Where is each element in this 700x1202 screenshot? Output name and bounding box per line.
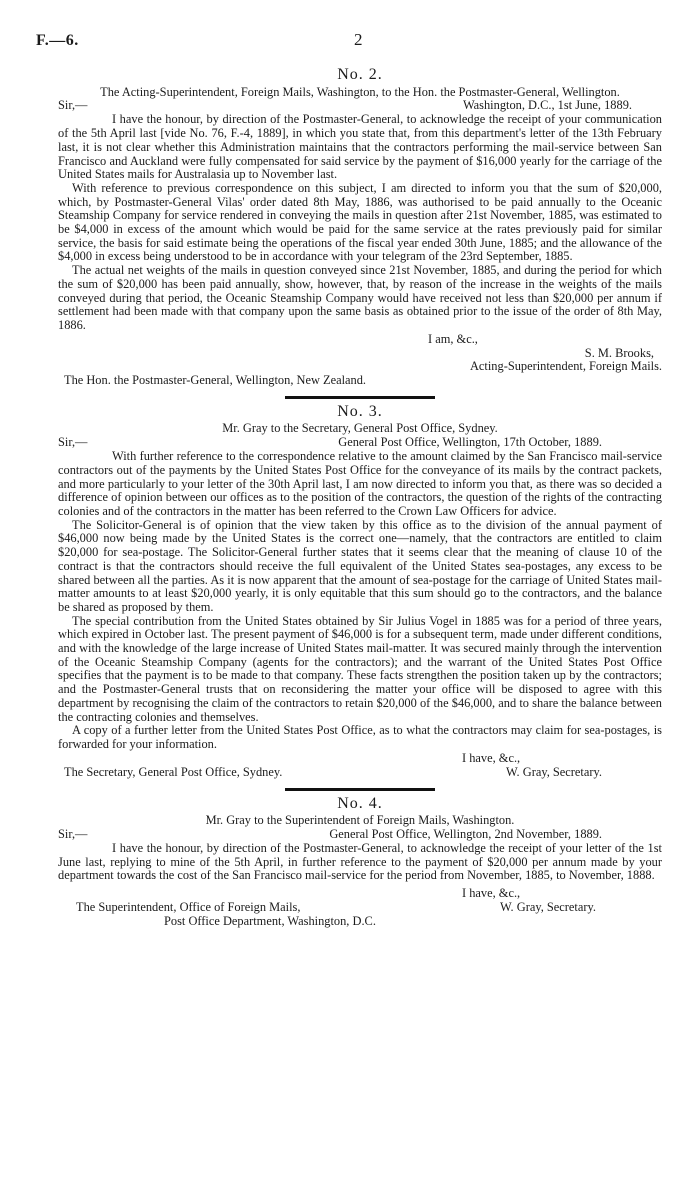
signature: W. Gray, Secretary.	[506, 764, 602, 779]
addressee: The Secretary, General Post Office, Sydney.	[64, 764, 283, 779]
section-divider	[285, 396, 435, 399]
letter-number: No. 3.	[337, 402, 383, 420]
page-number: 2	[354, 30, 363, 49]
closing-line	[58, 752, 662, 766]
paragraph: I have the honour, by direction of the Postmaster-General, to acknowledge the receipt of your letter of the 1st June last, replying to mine of the 5th April, in further reference to the payment of $20,000 per annum made by your department towards the cost of the San Francisco mail-service for the period from November, 1885, to November, 1888.	[58, 841, 662, 883]
paragraph: The Solicitor-General is of opinion that the view taken by this office as to the division of the annual payment of $46,000 now being made by the United States is the correct one—namely, that the contractors are entitled to claim $20,000 for sea-postage. The Solicitor-General further states that it seems clear that the meaning of clause 10 of the contract is that the contractors should receive the full equivalent of the United States sea-postages, any excess to be shared between all the parties. As it is now apparent that the amount of sea-postage for the carriage of United States mail-matter amounts to at least $20,000 yearly, it is only equitable that this sum should go to the contractors, and the balance be shared as proposed by them.	[58, 517, 662, 614]
salutation-line	[58, 99, 662, 113]
salutation-line	[58, 436, 662, 450]
closing-line	[58, 333, 662, 347]
paragraph: The special contribution from the United States obtained by Sir Julius Vogel in 1885 was for a period of three years, which expired in October last. The present payment of $46,000 is for a subsequent term, made under different conditions, and with the knowledge of the large increase of United States mail-matter. It was secured mainly through the intervention of the Oceanic Steamship Company (agents for the contractors); and the warrant of the United States Post Office specifies that the payment is to be made to that company. These facts strengthen the position taken up by the contractors; and the Postmaster-General trusts that on reconsidering the matter your office will be disposed to agree with this department by recognising the claim of the contractors to retain $20,000 of the $46,000, and to share the balance between the contracting colonies and themselves.	[58, 613, 662, 724]
salutation-line	[58, 828, 662, 842]
salutation: Sir,—	[58, 435, 88, 450]
addressee: The Hon. the Postmaster-General, Wellington, New Zealand.	[64, 373, 367, 388]
closing: I have, &c.,	[462, 750, 521, 765]
addressee-line-2: Post Office Department, Washington, D.C.	[164, 914, 376, 929]
letter-no-3	[58, 402, 662, 780]
place-date: General Post Office, Wellington, 17th October, 1889.	[338, 435, 602, 450]
salutation: Sir,—	[58, 827, 88, 842]
signature-title: Acting-Superintendent, Foreign Mails.	[469, 359, 662, 374]
section-divider	[285, 788, 435, 791]
letter-no-2	[58, 68, 662, 388]
letter-number: No. 4.	[337, 794, 383, 812]
salutation: Sir,—	[58, 98, 88, 113]
letter-heading: Mr. Gray to the Superintendent of Foreign Mails, Washington.	[205, 813, 515, 828]
signature: S. M. Brooks,	[584, 345, 654, 360]
addressee-signature-line	[58, 901, 662, 915]
paragraph: The actual net weights of the mails in question conveyed since 21st November, 1885, and during the period for which the sum of $20,000 has been paid annually, show, however, that, by reason of the increase in the weights of the mails conveyed during that period, the Oceanic Steamship Company would have received not less than $20,000 per annum if settlement had been made with that company upon the same basis as obtained prior to the issue of the order of 8th May, 1886.	[58, 263, 662, 332]
closing-line	[58, 887, 662, 901]
addressee-line-1: The Superintendent, Office of Foreign Mails,	[76, 900, 301, 915]
signature: W. Gray, Secretary.	[500, 900, 596, 915]
addressee-signature-line	[58, 766, 662, 780]
addressee-line	[58, 915, 662, 929]
letter-number: No. 2.	[337, 66, 383, 83]
paragraph: With further reference to the correspondence relative to the amount claimed by the San Francisco mail-service contractors out of the payments by the United States Post Office for the conveyance of its mails by the contract packets, and more particularly to your letter of the 30th April last, I am now directed to inform you that, as there was so decided a difference of opinion between our offices as to the position of the contractors, the question of the rights of the contracting colonies and of the contractors in the matter has been referred to the Crown Law Officers for advice.	[58, 449, 662, 518]
place-date: Washington, D.C., 1st June, 1889.	[462, 98, 632, 113]
paragraph: With reference to previous correspondence on this subject, I am directed to inform you that the sum of $20,000, which, by Postmaster-General Vilas' order dated 8th May, 1886, was authorised to be paid annually to the Oceanic Steamship Company for service rendered in conveying the mails in question after 21st November, 1885, was estimated to be $4,000 in excess of the amount which would be paid for the same service at the rates previously paid for similar service, the basis for said estimate being the operations of the fiscal year ended 30th June, 1885; and the allowance of the $4,000 in excess being understood to be in accordance with your telegram of the 23rd September, 1885.	[58, 180, 662, 264]
place-date: General Post Office, Wellington, 2nd November, 1889.	[329, 827, 602, 842]
letter-heading: The Acting-Superintendent, Foreign Mails, Washington, to the Hon. the Postmaster-General, Wellington.	[100, 84, 620, 99]
closing: I have, &c.,	[462, 886, 521, 901]
document-reference: F.—6.	[36, 32, 79, 49]
closing: I am, &c.,	[428, 331, 478, 346]
paragraph: I have the honour, by direction of the Postmaster-General, to acknowledge the receipt of your communication of the 5th April last [vide No. 76, F.-4, 1889], in which you state that, from this department's letter of the 13th February last, it is not clear whether this Administration maintains that the contractors performing the mail-service between San Francisco and Auckland were fully compensated for said service by the payment of $16,000 yearly for the carriage of the United States mails for Australasia up to November last.	[58, 112, 662, 182]
letters-body	[58, 64, 662, 929]
letter-heading: Mr. Gray to the Secretary, General Post Office, Sydney.	[222, 421, 498, 436]
letter-no-4	[58, 794, 662, 930]
paragraph: A copy of a further letter from the United States Post Office, as to what the contractors may claim for sea-postages, is forwarded for your information.	[58, 723, 662, 751]
